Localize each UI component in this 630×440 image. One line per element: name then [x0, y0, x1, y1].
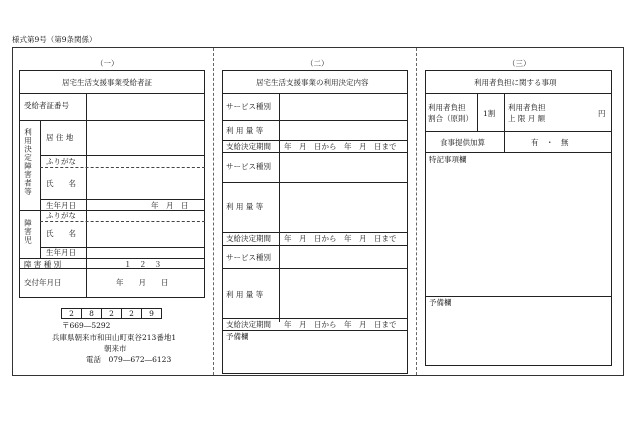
disability-type-label: 障 害 種 別 [24, 260, 62, 269]
section-3-label: （三） [508, 59, 531, 68]
section-2-label: （二） [306, 59, 329, 68]
issuer-code-digit: 2 [61, 308, 82, 319]
furigana-label: ふりがな [46, 157, 76, 166]
period-label: 支給決定期間 [226, 234, 271, 243]
child-furigana-label: ふりがな [46, 211, 76, 220]
service-type-label: サービス種別 [226, 102, 271, 111]
remarks-label: 予備欄 [226, 332, 249, 341]
issuer-address: 兵庫県朝来市和田山町東谷213番地1 [52, 333, 177, 342]
issuer-code-digit: 8 [81, 308, 102, 319]
user-group-label: 利用決定障害者等 [23, 128, 33, 196]
burden-rate-label: 利用者負担 [428, 103, 466, 112]
section-1-label: （一） [96, 59, 119, 68]
disability-type-value: １ ２ ３ [124, 260, 162, 269]
period-label: 支給決定期間 [226, 142, 271, 151]
period-value: 年 月 日から 年 月 日まで [284, 142, 397, 151]
issuer-phone: 電話 079―672―6123 [86, 355, 172, 364]
issuer-code-digit: 2 [101, 308, 122, 319]
period-value: 年 月 日から 年 月 日まで [284, 320, 397, 329]
service-type-label: サービス種別 [226, 253, 271, 262]
meal-addition-label: 食事提供加算 [440, 138, 485, 147]
child-group-label: 障害児 [23, 219, 33, 245]
meal-addition-value: 有 ・ 無 [531, 138, 569, 147]
fold-line-1 [213, 48, 214, 375]
special-notes-label: 特記事項欄 [429, 155, 467, 164]
burden-rate-value: 1割 [483, 109, 496, 118]
section-1-title: 居宅生活支援事業受給者証 [62, 78, 152, 87]
section-2-title: 居宅生活支援事業の利用決定内容 [256, 78, 369, 87]
burden-limit-unit: 円 [598, 109, 606, 118]
service-type-label: サービス種別 [226, 162, 271, 171]
birth-date-label: 生年月日 [46, 201, 76, 210]
issue-date-value: 年 月 日 [116, 278, 169, 287]
postal-code: 〒669―5292 [62, 321, 111, 330]
burden-limit-label: 利用者負担 [508, 103, 546, 112]
birth-date-value: 年 月 日 [151, 201, 189, 210]
issuer-code-digit: 2 [121, 308, 142, 319]
remarks-label: 予備欄 [429, 298, 452, 307]
issue-date-label: 交付年月日 [24, 278, 62, 287]
usage-amount-label: 利 用 量 等 [226, 202, 264, 211]
issuer-code-digit: 9 [141, 308, 162, 319]
form-title: 様式第9号（第9条関係） [12, 35, 97, 44]
section-3-title: 利用者負担に関する事項 [474, 78, 557, 87]
period-label: 支給決定期間 [226, 320, 271, 329]
burden-limit-label-2: 上 限 月 額 [508, 114, 546, 123]
name-label: 氏 名 [46, 179, 76, 188]
address-label: 居 住 地 [46, 133, 74, 142]
period-value: 年 月 日から 年 月 日まで [284, 234, 397, 243]
usage-amount-label: 利 用 量 等 [226, 290, 264, 299]
fold-line-2 [416, 48, 417, 375]
recipient-number-label: 受給者証番号 [24, 101, 69, 110]
issuer-name: 朝来市 [104, 344, 127, 353]
child-birth-date-label: 生年月日 [46, 248, 76, 257]
child-name-label: 氏 名 [46, 229, 76, 238]
usage-amount-label: 利 用 量 等 [226, 126, 264, 135]
burden-rate-label-2: 割合（原則） [428, 114, 473, 123]
